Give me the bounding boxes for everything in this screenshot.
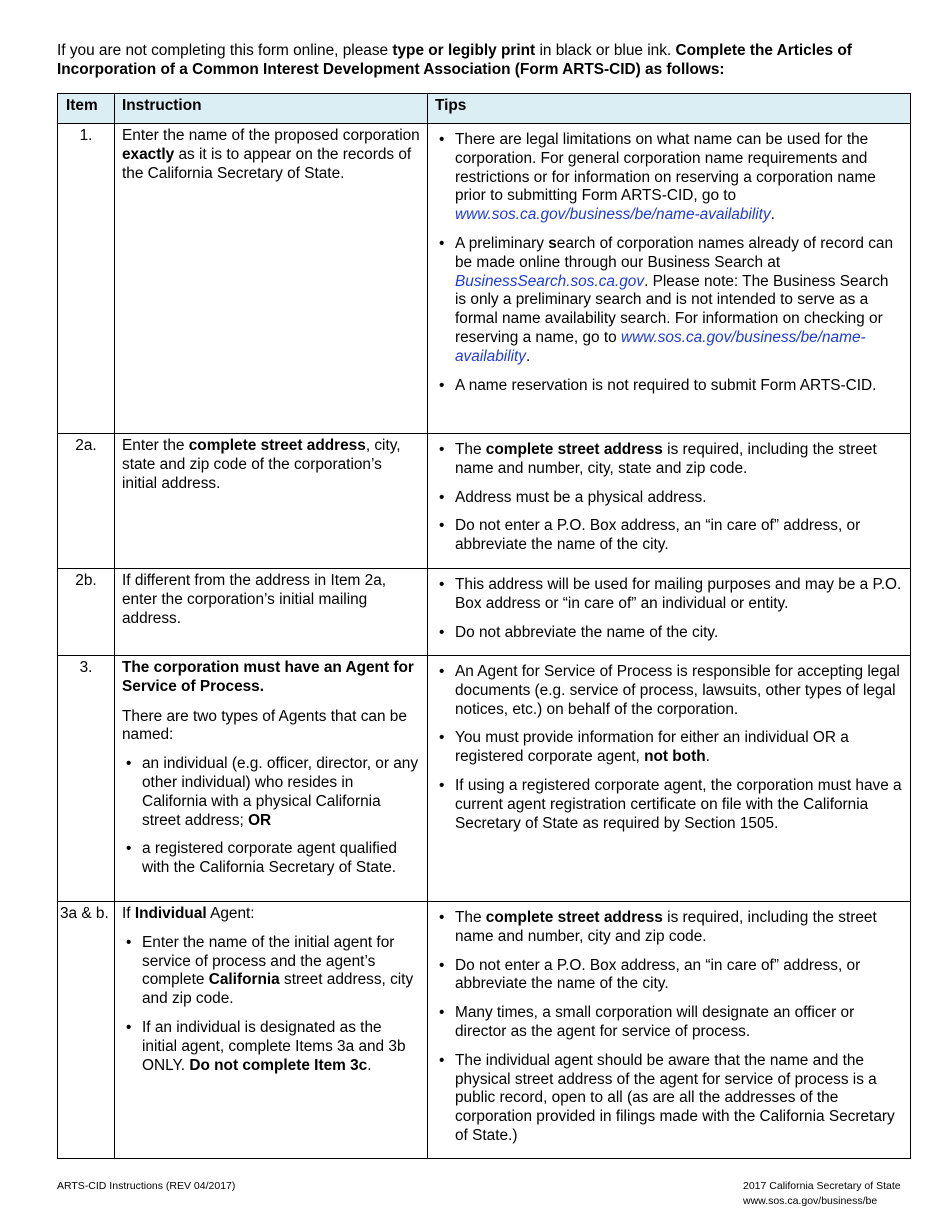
tip-text: . Please note: The Business Search is only a preliminary search and is not intended to serve as a formal name availability search. For information on checking or reserving a name, go to xyxy=(455,272,889,346)
instruction-text: , city, state and zip code of the corporation’s initial address. xyxy=(122,437,401,492)
tip-item xyxy=(435,1004,903,1042)
table-row xyxy=(58,569,911,656)
tip-item xyxy=(435,729,903,767)
instruction-text: Enter the name of the initial agent for service of process and the agent’s complete xyxy=(142,933,395,989)
item-number: 2a. xyxy=(58,434,115,569)
tip-text: Do not enter a P.O. Box address, an “in care of” address, or abbreviate the name of the city. xyxy=(455,956,861,993)
instruction-text: an individual (e.g. officer, director, or any other individual) who resides in California with a physical California street address; xyxy=(142,755,419,829)
tip-text: If using a registered corporate agent, the corporation must have a current agent registration certificate on file with the California Secretary of State as required by Section 1505. xyxy=(455,776,902,832)
item-number: 3. xyxy=(58,656,115,902)
tip-text: Address must be a physical address. xyxy=(455,488,707,506)
header-item: Item xyxy=(58,94,115,124)
item-number: 2b. xyxy=(58,569,115,656)
business-search-link[interactable]: BusinessSearch.sos.ca.gov xyxy=(455,272,645,290)
tip-text: . xyxy=(526,347,531,365)
tip-bold: s xyxy=(548,234,557,252)
instruction-text: Agent: xyxy=(206,905,255,922)
tip-item xyxy=(435,517,903,555)
header-instruction: Instruction xyxy=(115,94,428,124)
tip-text: The individual agent should be aware that the name and the physical street address of the agent for service of process is a public record, open to all (as are all the addresses of the corporation provided in filings made with the California Secretary of State.) xyxy=(455,1051,895,1144)
tip-item xyxy=(435,441,903,479)
tips-cell xyxy=(428,902,911,1159)
tips-cell xyxy=(428,434,911,569)
intro-bold-instructions: Complete the Articles of Incorporation of a Common Interest Development Association (Form ARTS-CID) as follows: xyxy=(57,42,852,78)
tip-item xyxy=(435,663,903,719)
footer-copyright: 2017 California Secretary of State xyxy=(743,1180,901,1192)
table-row xyxy=(58,656,911,902)
instruction-bullet xyxy=(122,840,420,878)
footer-url: www.sos.ca.gov/business/be xyxy=(743,1195,878,1207)
instruction-bold: Individual xyxy=(134,905,207,922)
instruction-bullet xyxy=(122,934,420,1009)
tip-item xyxy=(435,576,903,614)
name-availability-link[interactable]: www.sos.ca.gov/business/be/name-availability xyxy=(455,206,771,224)
tip-text: Do not abbreviate the name of the city. xyxy=(455,623,719,641)
instruction-cell xyxy=(115,434,428,569)
instruction-bold: complete street address xyxy=(188,437,366,454)
item-number: 3a & b. xyxy=(58,902,115,1159)
instruction-text: There are two types of Agents that can be named: xyxy=(122,707,407,744)
tip-text: is required, including the street name and number, city, state and zip code. xyxy=(455,441,877,477)
tips-cell xyxy=(428,656,911,902)
intro-text: If you are not completing this form online, please xyxy=(57,42,393,59)
instruction-bullet xyxy=(122,755,420,830)
tips-cell xyxy=(428,124,911,434)
tip-text: is required, including the street name and number, city and zip code. xyxy=(455,909,877,945)
instruction-text: If xyxy=(122,905,135,922)
tip-text: Do not enter a P.O. Box address, an “in care of” address, or abbreviate the name of the city. xyxy=(455,517,861,554)
instruction-text: If an individual is designated as the initial agent, complete Items 3a and 3b ONLY. xyxy=(142,1018,406,1074)
intro-text-2: in black or blue ink. xyxy=(535,42,676,59)
tip-text: An Agent for Service of Process is responsible for accepting legal documents (e.g. service of process, lawsuits, other types of legal notices, etc.) on behalf of the corporation. xyxy=(455,663,900,718)
tip-text: earch of corporation names already of record can be made online through our Business Search at xyxy=(455,234,894,271)
tip-text: This address will be used for mailing purposes and may be a P.O. Box address or “in care of” an individual or entity. xyxy=(455,576,902,612)
tip-item xyxy=(435,777,903,833)
header-tips: Tips xyxy=(428,94,911,124)
instruction-bold: OR xyxy=(248,811,272,829)
instruction-cell xyxy=(115,124,428,434)
instruction-text: Enter the name of the proposed corporation xyxy=(122,127,420,144)
instruction-bullet xyxy=(122,1019,420,1075)
instruction-text: as it is to appear on the records of the California Secretary of State. xyxy=(122,145,412,182)
tip-text: There are legal limitations on what name can be used for the corporation. For general corporation name requirements and restrictions or for information on reserving a corporation name prior to submitting Form ARTS-CID, go to xyxy=(455,131,876,205)
footer-publisher xyxy=(743,1179,901,1209)
tip-text: You must provide information for either an individual OR a registered corporate agent, xyxy=(455,729,849,766)
item-number: 1. xyxy=(58,124,115,434)
tip-item xyxy=(435,235,903,367)
tip-bold: complete street address xyxy=(485,441,663,458)
instruction-bold: Do not complete Item 3c xyxy=(189,1056,368,1074)
footer-revision: ARTS-CID Instructions (REV 04/2017) xyxy=(57,1180,236,1192)
intro-paragraph xyxy=(57,41,917,79)
instructions-table xyxy=(57,93,911,1159)
name-availability-link[interactable]: www.sos.ca.gov/business/be/name-availability xyxy=(455,328,866,365)
tip-item xyxy=(435,377,903,396)
instruction-text: If different from the address in Item 2a, enter the corporation’s initial mailing address. xyxy=(122,572,387,627)
instruction-text: Enter the xyxy=(122,437,189,454)
tip-text: . xyxy=(705,748,710,766)
tip-item xyxy=(435,489,903,508)
tip-text: Many times, a small corporation will designate an officer or director as the agent for service of process. xyxy=(455,1004,855,1040)
tip-text: The xyxy=(455,909,486,926)
tip-text: A preliminary xyxy=(455,234,549,252)
instruction-text: a registered corporate agent qualified with the California Secretary of State. xyxy=(142,840,397,877)
instruction-bold: California xyxy=(208,971,280,989)
tip-bold: complete street address xyxy=(485,909,663,926)
instruction-text: . xyxy=(367,1056,372,1074)
instruction-cell xyxy=(115,569,428,656)
table-row xyxy=(58,124,911,434)
instruction-cell xyxy=(115,656,428,902)
tip-item xyxy=(435,909,903,947)
tip-item xyxy=(435,624,903,643)
instruction-bold: exactly xyxy=(122,145,175,163)
intro-bold-print: type or legibly print xyxy=(392,42,536,59)
tip-item xyxy=(435,131,903,225)
table-header-row xyxy=(58,94,911,124)
tip-text: The xyxy=(455,441,486,458)
tip-text: A name reservation is not required to submit Form ARTS-CID. xyxy=(455,376,877,394)
instruction-text: street address, city and zip code. xyxy=(142,971,414,1008)
table-row xyxy=(58,902,911,1159)
table-row xyxy=(58,434,911,569)
tip-item xyxy=(435,957,903,995)
tip-item xyxy=(435,1052,903,1146)
instruction-bold: The corporation must have an Agent for Service of Process. xyxy=(122,659,414,695)
tip-text: . xyxy=(770,206,775,224)
tip-bold: not both xyxy=(644,748,706,766)
instruction-cell xyxy=(115,902,428,1159)
tips-cell xyxy=(428,569,911,656)
